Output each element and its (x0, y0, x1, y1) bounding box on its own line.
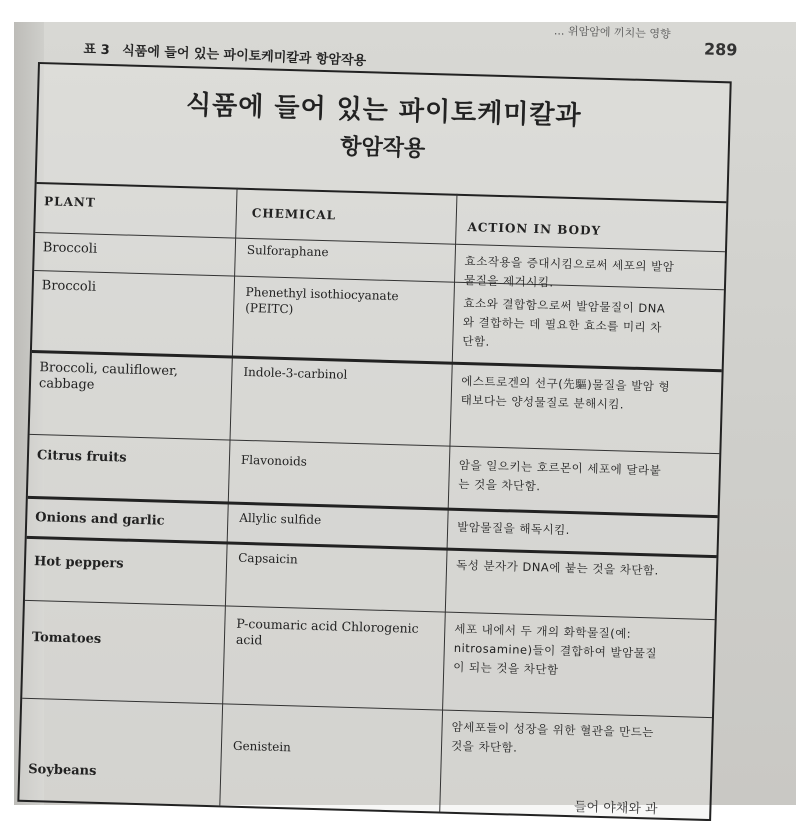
table-title (37, 64, 730, 201)
cell-action: 발암물질을 해독시킴. (456, 519, 571, 538)
book-page (14, 22, 796, 818)
column-divider (219, 188, 237, 806)
cell-action: 암세포들이 성장을 위한 혈관을 만드는 것을 차단함. (450, 719, 655, 755)
cell-plant: Broccoli (42, 240, 98, 257)
cell-plant: Broccoli, cauliflower, cabbage (38, 360, 179, 393)
cell-action: 암을 일으키는 호르몬이 세포에 달라붙는 것을 차단함. (458, 457, 662, 494)
cell-action: 효소와 결합함으로써 발암물질이 DNA와 결합하는 데 필요한 효소를 미리 차단함. (462, 295, 666, 349)
cell-plant: Tomatoes (31, 630, 102, 647)
cell-chemical: Sulforaphane (246, 242, 329, 260)
row-divider (25, 600, 715, 620)
cell-chemical: Allylic sulfide (239, 510, 322, 528)
column-header-action: ACTION IN BODY (467, 220, 602, 238)
cell-chemical: Phenethyl isothiocyanate (PEITC) (245, 284, 399, 317)
cell-action: 독성 분자가 DNA에 붙는 것을 차단함. (455, 557, 659, 578)
cell-plant: Soybeans (28, 762, 97, 779)
caption-label: 표 3 (83, 41, 110, 59)
page-number: 289 (703, 39, 738, 60)
caption-text: 식품에 들어 있는 파이토케미칼과 항암작용 (121, 43, 367, 69)
cell-action: 세포 내에서 두 개의 화학물질(예: nitrosamine)들이 결합하여 발암물질이 되는 것을 차단함 (453, 621, 658, 677)
cell-chemical: Genistein (232, 738, 292, 755)
column-header-plant: PLANT (43, 194, 96, 210)
cell-action: 효소작용을 증대시킴으로써 세포의 발암물질을 제거시킴. (463, 253, 675, 290)
cell-plant: Onions and garlic (35, 510, 165, 529)
cell-plant: Citrus fruits (36, 448, 127, 466)
cell-chemical: Capsaicin (238, 550, 298, 567)
body-text-fragment: 들어 야채와 과 (573, 799, 658, 818)
table-title-line1: 식품에 들어 있는 파이토케미칼과 (185, 90, 583, 132)
cell-plant: Hot peppers (33, 554, 124, 572)
cell-action: 에스트로겐의 선구(先驅)물질을 발암 형태보다는 양성물질로 분해시킴. (460, 373, 671, 412)
column-header-chemical: CHEMICAL (251, 206, 337, 223)
cell-chemical: Flavonoids (240, 452, 308, 469)
cell-chemical: P-coumaric acid Chlorogenic acid (235, 615, 419, 648)
row-divider (22, 698, 712, 718)
table-title-line2: 항암작용 (339, 134, 426, 162)
running-head: ... 위암암에 끼치는 영향 (553, 24, 671, 41)
phytochemical-table (17, 62, 731, 821)
cell-plant: Broccoli (41, 278, 97, 295)
cell-chemical: Indole-3-carbinol (243, 364, 348, 382)
